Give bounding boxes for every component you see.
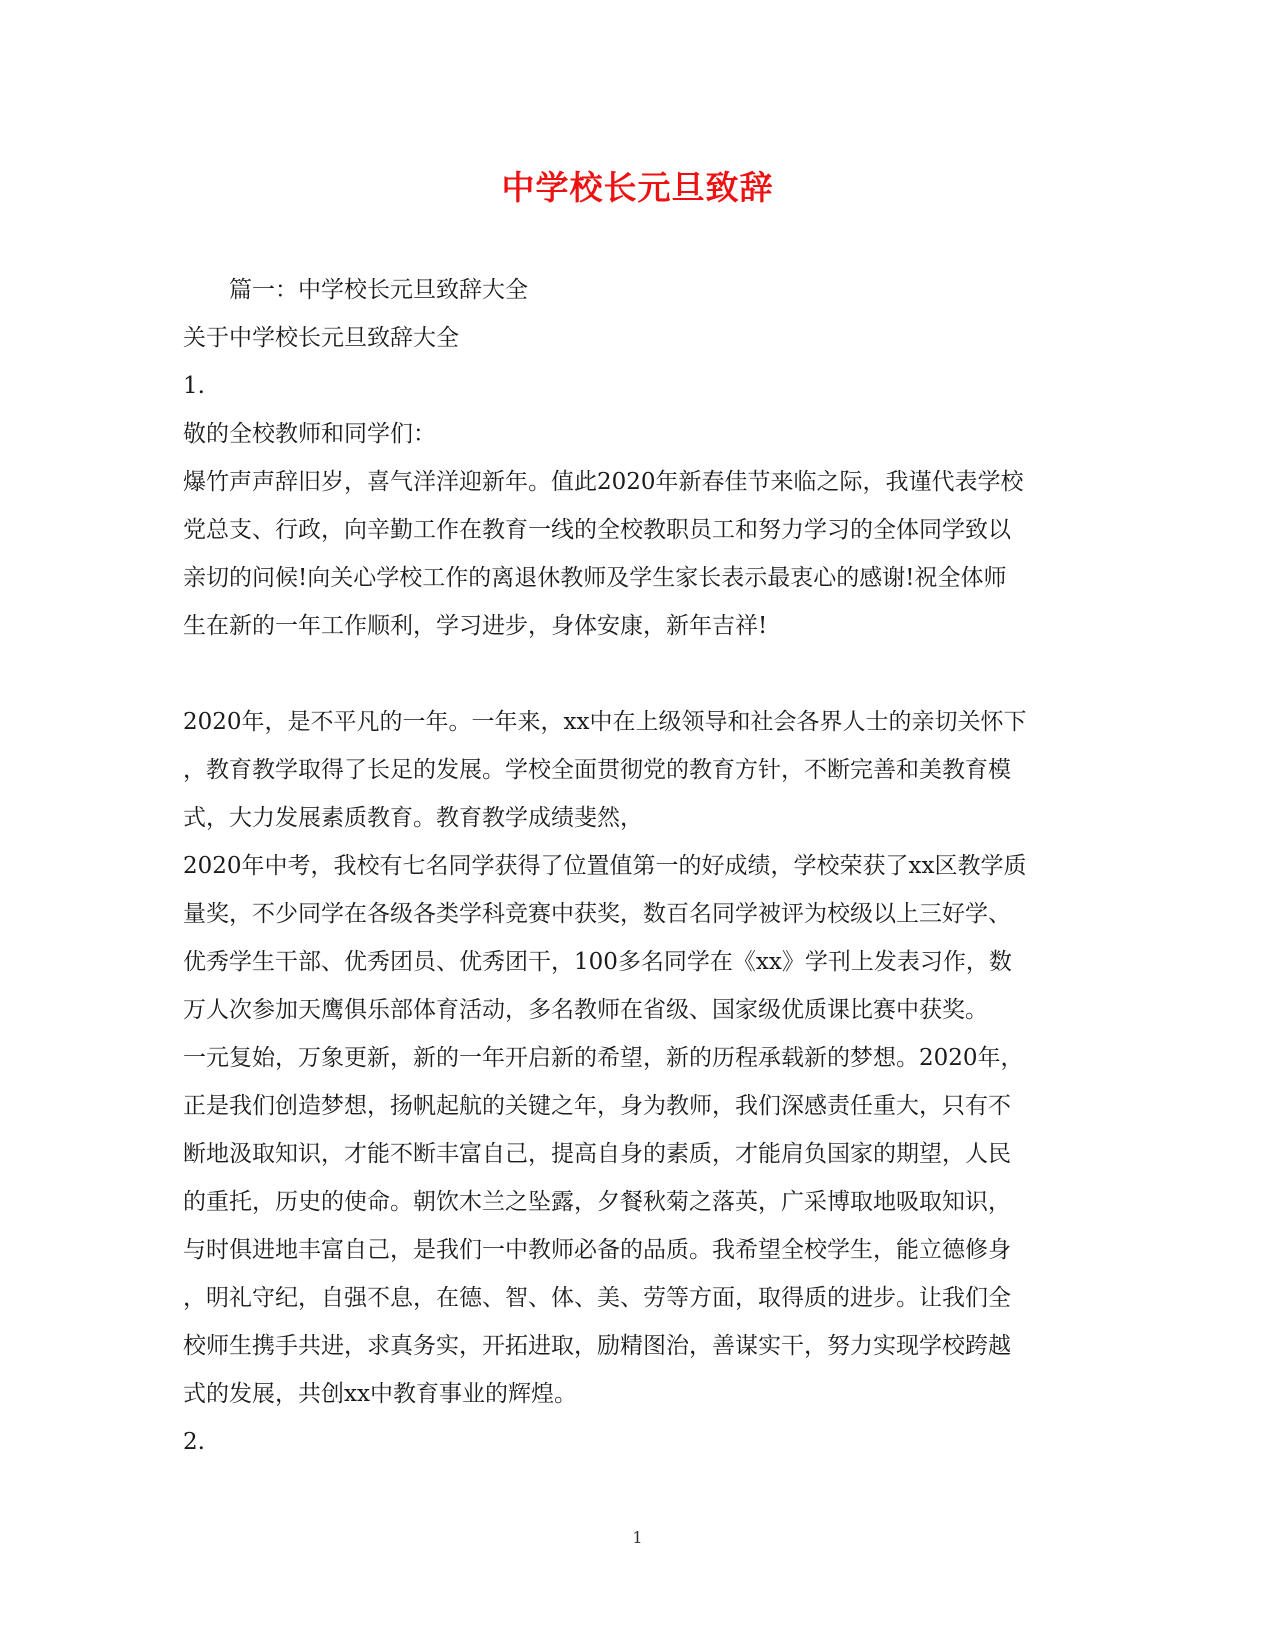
paragraph-line: 优秀学生干部、优秀团员、优秀团干，100多名同学在《xx》学刊上发表习作，数	[183, 949, 1012, 975]
subtitle-line: 关于中学校长元旦致辞大全	[183, 325, 459, 351]
paragraph-line: 量奖，不少同学在各级各类学科竞赛中获奖，数百名同学被评为校级以上三好学、	[183, 901, 1011, 927]
paragraph-line: 断地汲取知识，才能不断丰富自己，提高自身的素质，才能肩负国家的期望，人民	[183, 1141, 1011, 1167]
item-number: 1.	[183, 373, 205, 399]
item-number: 2.	[183, 1429, 205, 1455]
paragraph-line: 正是我们创造梦想，扬帆起航的关键之年，身为教师，我们深感责任重大，只有不	[183, 1093, 1011, 1119]
paragraph-line: 式的发展，共创xx中教育事业的辉煌。	[183, 1381, 577, 1407]
paragraph-line: 生在新的一年工作顺利，学习进步，身体安康，新年吉祥!	[183, 613, 768, 639]
paragraph-gap	[183, 650, 1088, 698]
paragraph-line: 2020年，是不平凡的一年。一年来，xx中在上级领导和社会各界人士的亲切关怀下	[183, 709, 1027, 735]
paragraph-line: 2020年中考，我校有七名同学获得了位置值第一的好成绩，学校荣获了xx区教学质	[183, 853, 1027, 879]
paragraph-line: 党总支、行政，向辛勤工作在教育一线的全校教职员工和努力学习的全体同学致以	[183, 517, 1011, 543]
paragraph-line: 万人次参加天鹰俱乐部体育活动，多名教师在省级、国家级优质课比赛中获奖。	[183, 997, 988, 1023]
document-body	[183, 266, 1088, 1466]
paragraph-line: ，教育教学取得了长足的发展。学校全面贯彻党的教育方针，不断完善和美教育模	[183, 757, 1011, 783]
document-title: 中学校长元旦致辞	[501, 168, 774, 207]
paragraph-line: 与时俱进地丰富自己，是我们一中教师必备的品质。我希望全校学生，能立德修身	[183, 1237, 1011, 1263]
section-heading: 篇一：中学校长元旦致辞大全	[229, 277, 528, 303]
paragraph-line: ，明礼守纪，自强不息，在德、智、体、美、劳等方面，取得质的进步。让我们全	[183, 1285, 1011, 1311]
paragraph-line: 的重托，历史的使命。朝饮木兰之坠露，夕餐秋菊之落英，广采博取地吸取知识，	[183, 1189, 1011, 1215]
paragraph-line: 一元复始，万象更新，新的一年开启新的希望，新的历程承载新的梦想。2020年，	[183, 1045, 1024, 1071]
paragraph-line: 亲切的问候!向关心学校工作的离退休教师及学生家长表示最衷心的感谢!祝全体师	[183, 565, 1007, 591]
paragraph-line: 式，大力发展素质教育。教育教学成绩斐然，	[183, 805, 643, 831]
page-number: 1	[632, 1528, 643, 1547]
paragraph-line: 校师生携手共进，求真务实，开拓进取，励精图治，善谋实干，努力实现学校跨越	[183, 1333, 1011, 1359]
paragraph-line: 爆竹声声辞旧岁，喜气洋洋迎新年。值此2020年新春佳节来临之际，我谨代表学校	[183, 469, 1024, 495]
salutation: 敬的全校教师和同学们：	[183, 421, 436, 447]
